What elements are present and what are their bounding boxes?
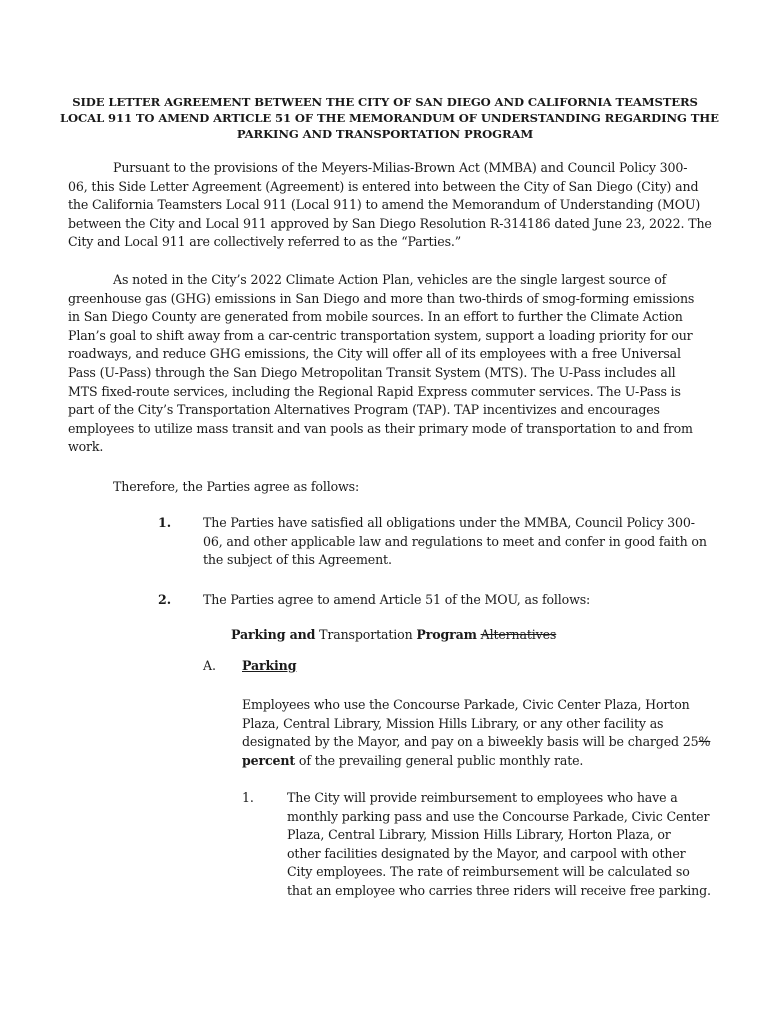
text-line: City and Local 911 are collectively referred to as the “Parties.” bbox=[68, 234, 462, 250]
subitem-number: 1. bbox=[242, 790, 254, 805]
heading-bold-text: Parking and bbox=[231, 627, 316, 642]
bold-word: percent bbox=[242, 752, 296, 768]
text-line: The City will provide reimbursement to employees who have a bbox=[287, 790, 678, 805]
text-line: employees to utilize mass transit and van pools as their primary mode of transportation to and from bbox=[68, 420, 693, 436]
section-letter: A. bbox=[203, 658, 216, 673]
text-line: Plaza, Central Library, Mission Hills Library, Horton Plaza, or bbox=[287, 827, 671, 843]
paragraph-intro bbox=[68, 159, 716, 252]
article-heading bbox=[231, 626, 711, 645]
item-number: 1. bbox=[158, 515, 172, 530]
text-line: the California Teamsters Local 911 (Local 911) to amend the Memorandum of Understanding (MOU) bbox=[68, 197, 701, 213]
text-line: Therefore, the Parties agree as follows: bbox=[113, 479, 360, 494]
section-title-text: Parking bbox=[242, 658, 297, 673]
text-line: designated by the Mayor, and pay on a biweekly basis will be charged 25 bbox=[242, 734, 699, 750]
text-line: City employees. The rate of reimbursement will be calculated so bbox=[287, 864, 690, 880]
item-1-text bbox=[203, 514, 723, 570]
text-line: The Parties agree to amend Article 51 of the MOU, as follows: bbox=[203, 592, 591, 607]
text-line: Employees who use the Concourse Parkade, Civic Center Plaza, Horton bbox=[242, 697, 690, 712]
text-line: part of the City’s Transportation Alternatives Program (TAP). TAP incentivizes and encourages bbox=[68, 402, 660, 418]
heading-struck-text: Alternatives bbox=[480, 627, 557, 642]
section-a-paragraph bbox=[242, 696, 712, 770]
text-line: monthly parking pass and use the Concourse Parkade, Civic Center bbox=[287, 808, 710, 824]
text-line: Plan’s goal to shift away from a car-centric transportation system, support a loading priority for our bbox=[68, 327, 693, 343]
struck-percent: % bbox=[698, 734, 711, 750]
paragraph-climate bbox=[68, 271, 716, 457]
section-title bbox=[242, 657, 296, 676]
text-line: MTS fixed-route services, including the Regional Rapid Express commuter services. The U-Pass is bbox=[68, 383, 681, 399]
heading-bold-text: Program bbox=[416, 627, 477, 642]
text-line: As noted in the City’s 2022 Climate Action Plan, vehicles are the single largest source of bbox=[113, 272, 667, 287]
paragraph-therefore bbox=[68, 478, 716, 497]
heading-text: Transportation bbox=[315, 627, 417, 642]
text-line: Pass (U-Pass) through the San Diego Metropolitan Transit System (MTS). The U-Pass includes all bbox=[68, 364, 676, 380]
text-line: between the City and Local 911 approved by San Diego Resolution R-314186 dated June 23, 2022. The bbox=[68, 215, 712, 231]
text-line: in San Diego County are generated from mobile sources. In an effort to further the Climate Action bbox=[68, 309, 683, 325]
title-line: LOCAL 911 TO AMEND ARTICLE 51 OF THE MEMORANDUM OF UNDERSTANDING REGARDING THE bbox=[60, 111, 719, 125]
text-line: greenhouse gas (GHG) emissions in San Diego and more than two-thirds of smog-forming emissions bbox=[68, 290, 695, 306]
item-2-text bbox=[203, 591, 723, 610]
text-line: Plaza, Central Library, Mission Hills Library, or any other facility as bbox=[242, 715, 664, 731]
text-line: 06, this Side Letter Agreement (Agreement) is entered into between the City of San Diego (City) and bbox=[68, 178, 699, 194]
document-title bbox=[60, 94, 719, 142]
title-line: SIDE LETTER AGREEMENT BETWEEN THE CITY OF SAN DIEGO AND CALIFORNIA TEAMSTERS bbox=[72, 95, 698, 109]
text-line: other facilities designated by the Mayor, and carpool with other bbox=[287, 845, 686, 861]
title-line: PARKING AND TRANSPORTATION PROGRAM bbox=[236, 127, 534, 141]
text-line: the subject of this Agreement. bbox=[203, 552, 392, 568]
item-number: 2. bbox=[158, 592, 172, 607]
text-line: that an employee who carries three riders will receive free parking. bbox=[287, 882, 711, 898]
text-line: 06, and other applicable law and regulations to meet and confer in good faith on bbox=[203, 533, 707, 549]
text-line: roadways, and reduce GHG emissions, the City will offer all of its employees with a free Universal bbox=[68, 346, 681, 362]
subitem-1-text bbox=[287, 789, 717, 901]
text-line: Pursuant to the provisions of the Meyers-Milias-Brown Act (MMBA) and Council Policy 300- bbox=[113, 160, 688, 175]
text-line: work. bbox=[68, 439, 104, 455]
text-line: of the prevailing general public monthly rate. bbox=[295, 752, 584, 768]
text-line: The Parties have satisfied all obligations under the MMBA, Council Policy 300- bbox=[203, 515, 695, 530]
